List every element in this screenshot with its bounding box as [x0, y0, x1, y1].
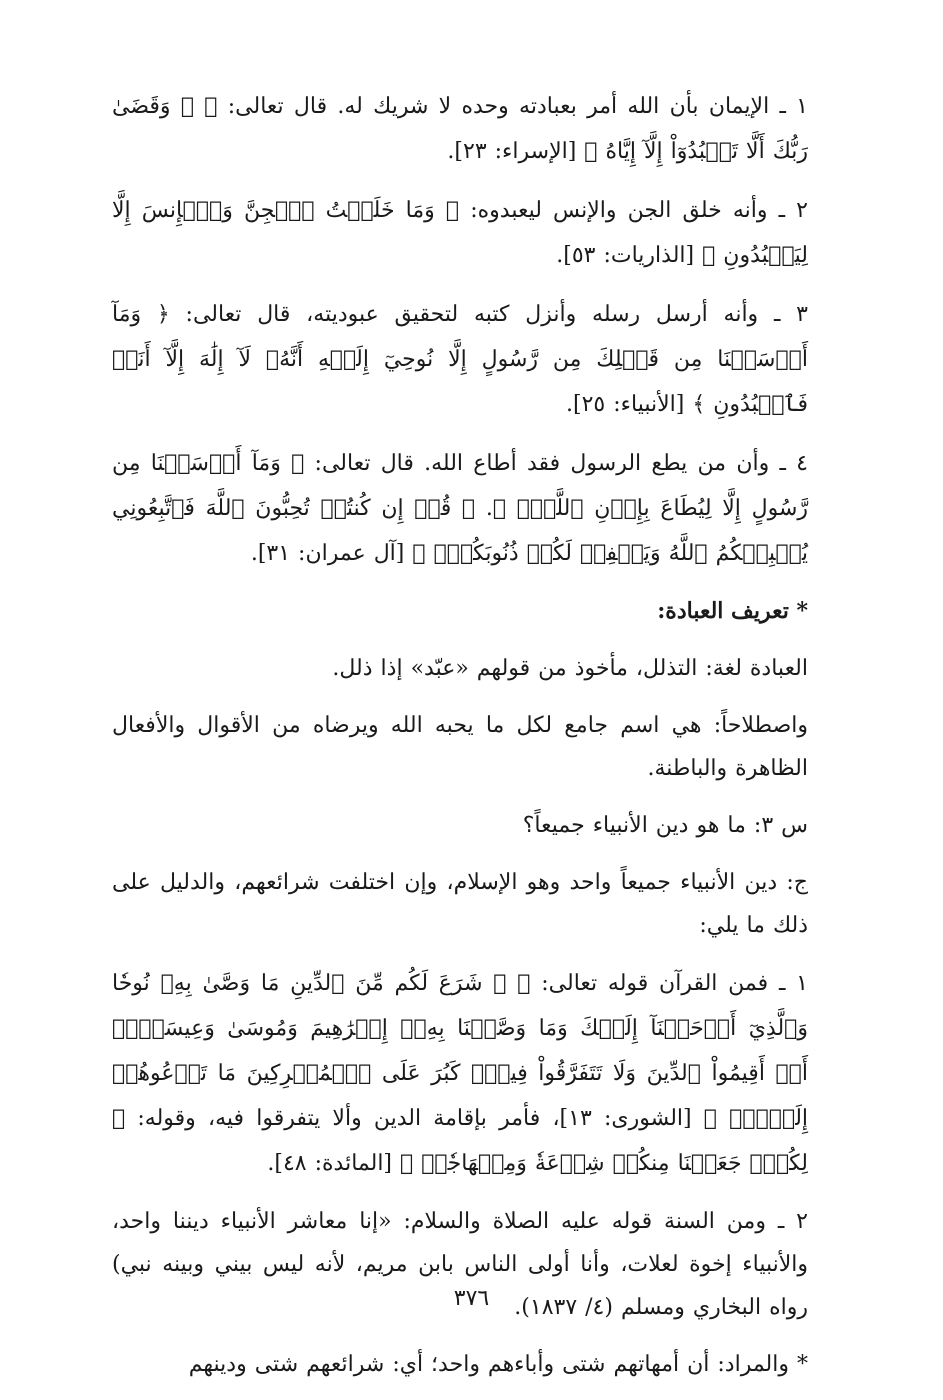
- answer-3: ج: دين الأنبياء جميعاً واحد وهو الإسلام، وإن اختلفت شرائعهم، والدليل على ذلك ما يلي:: [112, 870, 808, 938]
- paragraph-creation-purpose: ٢ ـ وأنه خلق الجن والإنس ليعبدوه: ﴿ وَمَا خَلَقۡتُ ٱلۡجِنَّ وَٱلۡإِنسَ إِلَّا لِيَعۡبُدُونِ ﴾ [الذاريات: ٥٣].: [112, 198, 808, 268]
- paragraph-technical-definition: واصطلاحاً: هي اسم جامع لكل ما يحبه الله ويرضاه من الأقوال والأفعال الظاهرة والباطنة.: [112, 713, 808, 781]
- evidence-sunnah: ٢ ـ ومن السنة قوله عليه الصلاة والسلام: «إنا معاشر الأنبياء ديننا واحد، والأنبياء إخوة لعلات، وأنا أولى الناس بابن مريم، لأنه ليس بيني وبينه نبي) رواه البخاري ومسلم (٤/ ١٨٣٧).: [112, 1209, 808, 1320]
- paragraph-linguistic-definition: العبادة لغة: التذلل، مأخوذ من قولهم «عبّد» إذا ذلل.: [332, 656, 808, 681]
- evidence-quran: ١ ـ فمن القرآن قوله تعالى: ﴿ ۞ شَرَعَ لَكُم مِّنَ ٱلدِّينِ مَا وَصَّىٰ بِهِۦ نُوحٗا وَٱلَّذِيٓ أَوۡحَيۡنَآ إِلَيۡكَ وَمَا وَصَّيۡنَا بِهِۦٓ إِبۡرَٰهِيمَ وَمُوسَىٰ وَعِيسَىٰٓۖ أَنۡ أَقِيمُواْ ٱلدِّينَ وَلَا تَتَفَرَّقُواْ فِيهِۚ كَبُرَ عَلَى ٱلۡمُشۡرِكِينَ مَا تَدۡعُوهُمۡ إِلَيۡهِۚ ﴾ [الشورى: ١٣]، فأمر بإقامة الدين وألا يتفرقوا فيه، وقوله: ﴿ لِكُلّٖ جَعَلۡنَا مِنكُمۡ شِرۡعَةٗ وَمِنۡهَاجٗاۚ ﴾ [المائدة: ٤٨].: [112, 971, 809, 1176]
- evidence-explanation: * والمراد: أن أمهاتهم شتى وأباءهم واحد؛ أي: شرائعهم شتى ودينهم: [188, 1352, 808, 1377]
- page-body: [112, 84, 830, 1400]
- paragraph-messengers: ٣ ـ وأنه أرسل رسله وأنزل كتبه لتحقيق عبوديته، قال تعالى: ﴿ وَمَآ أَرۡسَلۡنَا مِن قَبۡلِكَ مِن رَّسُولٍ إِلَّا نُوحِيٓ إِلَيۡهِ أَنَّهُۥ لَآ إِلَٰهَ إِلَّآ أَنَا۠ فَٱعۡبُدُونِ ﴾ [الأنبياء: ٢٥].: [112, 302, 808, 417]
- paragraph-faith-worship: ١ ـ الإيمان بأن الله أمر بعبادته وحده لا شريك له. قال تعالى: ﴿ ۞ وَقَضَىٰ رَبُّكَ أَلَّا تَعۡبُدُوٓاْ إِلَّآ إِيَّاهُ ﴾ [الإسراء: ٢٣].: [112, 94, 808, 164]
- section-heading-worship-definition: * تعريف العبادة:: [657, 598, 808, 624]
- question-3: س ٣: ما هو دين الأنبياء جميعاً؟: [522, 813, 808, 838]
- page-number: ٣٧٦: [453, 1286, 490, 1311]
- paragraph-obey-messenger: ٤ ـ وأن من يطع الرسول فقد أطاع الله. قال تعالى: ﴿ وَمَآ أَرۡسَلۡنَا مِن رَّسُولٍ إِلَّا لِيُطَاعَ بِإِذۡنِ ٱللَّهِۚ ﴾. ﴿ قُلۡ إِن كُنتُمۡ تُحِبُّونَ ٱللَّهَ فَٱتَّبِعُونِي يُحۡبِبۡكُمُ ٱللَّهُ وَيَغۡفِرۡ لَكُمۡ ذُنُوبَكُمۡۚ ﴾ [آل عمران: ٣١].: [112, 451, 808, 566]
